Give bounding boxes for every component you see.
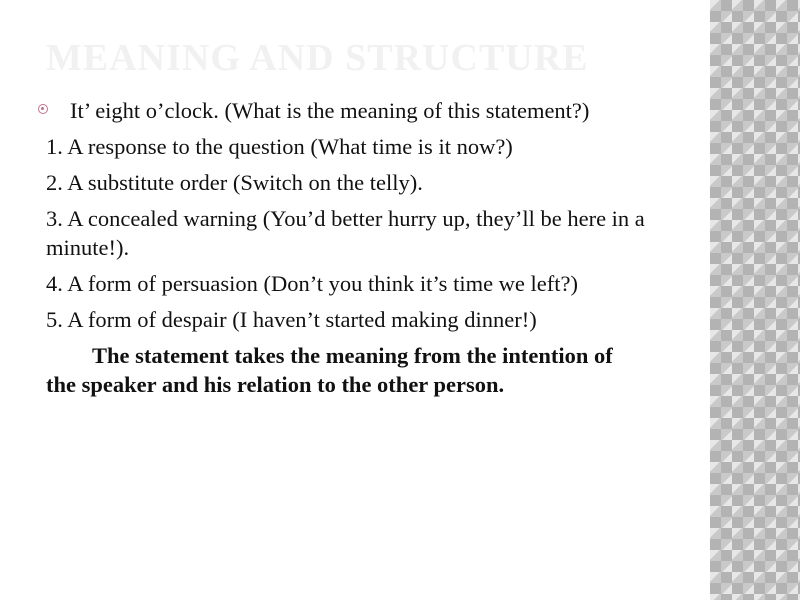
bullet-item [46,96,676,125]
slide-title: MEANING AND STRUCTURE [46,37,589,79]
conclusion-text: The statement takes the meaning from the intention of the speaker and his relation to the other person. [46,343,613,397]
list-item-5: 5. A form of despair (I haven’t started making dinner!) [46,307,537,332]
list-item-4: 4. A form of persuasion (Don’t you think it’s time we left?) [46,271,579,296]
list-item-2: 2. A substitute order (Switch on the telly). [46,170,423,195]
list-item-3: 3. A concealed warning (You’d better hurry up, they’ll be here in a minute!). [46,206,645,260]
decorative-side-band [710,0,800,600]
slide-content [46,96,676,399]
bullet-text: It’ eight o’clock. (What is the meaning of this statement?) [70,98,590,123]
list-item-1: 1. A response to the question (What time is it now?) [46,134,513,159]
circle-bullet-icon [38,104,48,114]
